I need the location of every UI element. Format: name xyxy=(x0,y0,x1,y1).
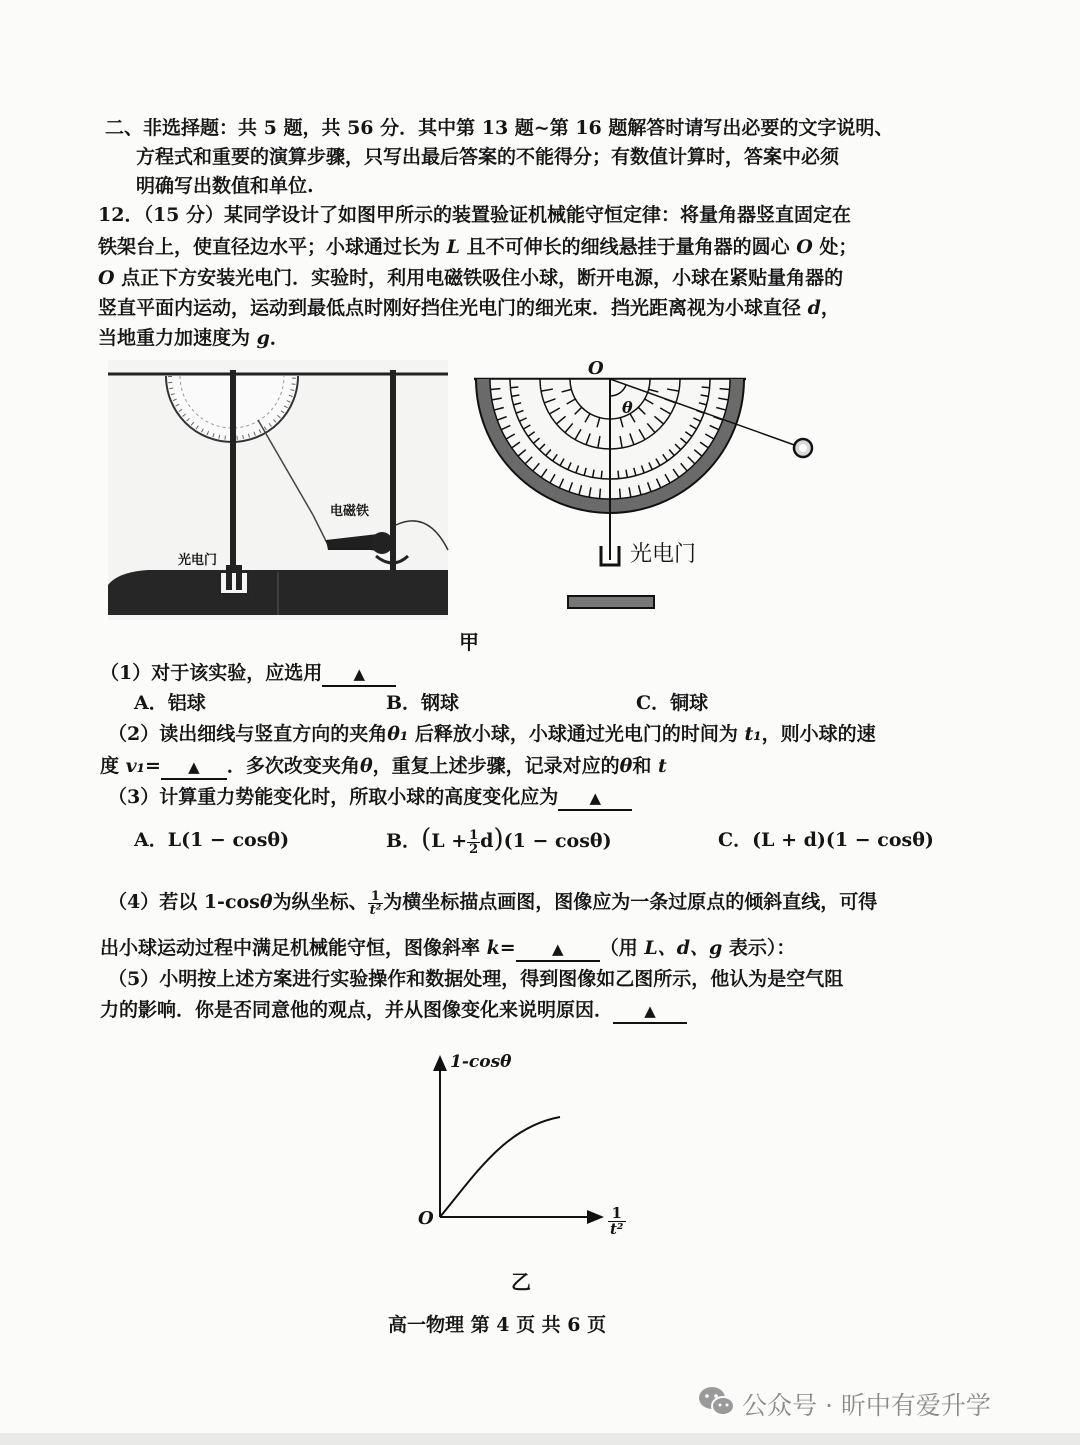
q12-text: 处； xyxy=(812,236,858,258)
label-electromagnet: 电磁铁 xyxy=(330,504,370,519)
sub4-text: （用 xyxy=(599,937,645,959)
sub1-option-a: A．铝球 xyxy=(134,692,206,714)
protractor-tick xyxy=(510,387,518,388)
label-photogate-left: 光电门 xyxy=(178,553,218,568)
graph-x-label xyxy=(608,1206,626,1237)
sub3-option-b-text: d xyxy=(480,830,494,852)
protractor-tick xyxy=(620,489,621,499)
sub4-answer-blank[interactable] xyxy=(516,937,600,962)
graph-y-label: 1-cosθ xyxy=(450,1052,512,1072)
sub4-text: （4）若以 1-cos xyxy=(108,891,260,913)
q12-line-3 xyxy=(98,267,843,290)
graph-origin-label: O xyxy=(418,1208,434,1229)
var-g: g xyxy=(256,327,270,349)
sub3-option-a: A．L(1 − cosθ) xyxy=(134,829,290,851)
y-axis-arrow-icon xyxy=(433,1055,447,1071)
sub1-option-c: C．铜球 xyxy=(636,692,709,714)
fraction-numerator: 1 xyxy=(368,890,384,904)
sub2-text: 和 xyxy=(632,755,658,777)
sub5-text: 力的影响．你是否同意他的观点，并从图像变化来说明原因． xyxy=(100,999,614,1021)
q12-text: ， xyxy=(820,297,840,319)
q12-line-4 xyxy=(98,297,840,320)
sub1-text: （1）对于该实验，应选用 xyxy=(100,662,323,684)
blank-marker-icon: ▲ xyxy=(551,940,564,958)
wechat-watermark-icon xyxy=(697,1385,737,1419)
label-photogate-right: 光电门 xyxy=(630,542,697,567)
sub2-text: ，重复上述步骤，记录对应的 xyxy=(372,755,620,777)
fraction-numerator: 1 xyxy=(469,827,479,843)
var-list: L、d、g xyxy=(644,937,723,959)
var-t1: t₁ xyxy=(744,723,762,745)
figure-caption-yi: 乙 xyxy=(511,1270,531,1294)
fraction-denominator: t² xyxy=(610,1220,624,1238)
sub4-text: 表示）： xyxy=(722,937,796,959)
section-heading-line-3: 明确写出数值和单位. xyxy=(136,175,314,197)
sub5-answer-blank[interactable] xyxy=(613,999,687,1024)
var-theta1: θ₁ xyxy=(387,723,409,745)
sub3-answer-blank[interactable] xyxy=(558,786,632,811)
protractor-tick xyxy=(618,471,619,479)
q12-line-1: 12．（15 分）某同学设计了如图甲所示的装置验证机械能守恒定律：将量角器竖直固定在 xyxy=(98,204,851,226)
var-k: k= xyxy=(486,937,516,959)
blank-marker-icon: ▲ xyxy=(589,789,601,807)
sub2-text: ，则小球的速 xyxy=(761,723,876,745)
sub4-text: 为纵坐标、 xyxy=(272,891,368,913)
label-theta-figure: θ xyxy=(622,398,633,417)
section-heading-line-1: 二、非选择题：共 5 题，共 56 分．其中第 13 题~第 16 题解答时请写出必要的文字说明、 xyxy=(105,117,894,139)
q12-text: 竖直平面内运动，运动到最低点时刚好挡住光电门的细光束．挡光距离视为小球直径 xyxy=(98,297,808,319)
blank-marker-icon: ▲ xyxy=(188,758,200,776)
var-theta: θ xyxy=(259,891,273,913)
var-O: O xyxy=(98,267,115,289)
sub4-line-1 xyxy=(108,884,877,920)
protractor-tick xyxy=(490,389,500,390)
sub2-text: ．多次改变夹角 xyxy=(226,755,360,777)
apparatus-photo xyxy=(108,360,448,620)
sub2-text: （2）读出细线与竖直方向的夹角 xyxy=(108,723,388,745)
sub3-option-b-text: (1 − cosθ) xyxy=(503,830,612,852)
protractor-tick xyxy=(601,471,602,479)
figure-caption-jia: 甲 xyxy=(459,630,479,654)
label-point-O: O xyxy=(588,358,604,379)
sub3-prompt xyxy=(108,786,632,811)
var-d: d xyxy=(807,297,821,319)
page-footer: 高一物理 第 4 页 共 6 页 xyxy=(388,1314,607,1336)
wechat-bubbles-icon xyxy=(695,1049,735,1083)
sub2-line-2 xyxy=(100,755,667,780)
var-t: t xyxy=(657,755,667,777)
sub2-answer-blank[interactable] xyxy=(161,755,227,780)
sub2-line-1 xyxy=(108,723,876,746)
watermark-text: 公众号 · 昕中有爱升学 xyxy=(742,1391,991,1420)
q12-text: 当地重力加速度为 xyxy=(98,327,257,349)
fraction-denominator: 2 xyxy=(469,841,479,857)
fraction-one-over-t-squared xyxy=(368,890,384,917)
blank-marker-icon: ▲ xyxy=(353,665,365,683)
sub1-option-b: B．钢球 xyxy=(386,692,460,714)
sub3-option-b-label: B． xyxy=(386,830,422,852)
var-L: L xyxy=(446,236,460,258)
sub4-line-2 xyxy=(100,937,795,962)
sub5-line-2 xyxy=(100,999,687,1024)
q12-line-5 xyxy=(98,327,289,350)
q12-text: ． xyxy=(269,327,289,349)
section-heading-line-2: 方程式和重要的演算步骤，只写出最后答案的不能得分；有数值计算时，答案中必须 xyxy=(136,146,840,168)
sub4-text: 为横坐标描点画图，图像应为一条过原点的倾斜直线，可得 xyxy=(383,891,878,913)
fraction-numerator: 1 xyxy=(608,1206,626,1222)
q12-text: 且不可伸长的细线悬挂于量角器的圆心 xyxy=(459,236,797,258)
protractor-tick xyxy=(720,389,730,390)
sub1-prompt xyxy=(100,662,396,687)
sub2-text: 度 xyxy=(100,755,126,777)
fraction-denominator: t² xyxy=(369,902,382,918)
q12-text: 点正下方安装光电门．实验时，利用电磁铁吸住小球，断开电源，小球在紧贴量角器的 xyxy=(114,267,844,289)
blank-marker-icon: ▲ xyxy=(644,1002,656,1020)
fraction-one-over-t-squared xyxy=(608,1206,626,1237)
var-v1: v₁= xyxy=(125,755,161,777)
var-theta: θ xyxy=(619,755,633,777)
graph-curve xyxy=(440,1117,560,1217)
q12-text: 铁架台上，使直径边水平；小球通过长为 xyxy=(98,236,447,258)
sub2-text: 后释放小球，小球通过光电门的时间为 xyxy=(408,723,745,745)
sub1-answer-blank[interactable] xyxy=(322,662,396,687)
var-theta: θ xyxy=(359,755,373,777)
q12-line-2 xyxy=(98,236,857,259)
sub5-line-1: （5）小明按上述方案进行实验操作和数据处理，得到图像如乙图所示，他认为是空气阻 xyxy=(108,968,844,990)
var-O: O xyxy=(796,236,813,258)
protractor-tick xyxy=(600,489,601,499)
sub3-option-c: C．(L + d)(1 − cosθ) xyxy=(718,829,934,851)
sub3-option-b: B．(L + $\frac{1}{2}$ d)(1 − cosθ) xyxy=(386,824,612,857)
fraction-half xyxy=(467,829,480,856)
protractor-tick xyxy=(702,387,710,388)
graph-yi xyxy=(420,1055,640,1245)
sub3-text: （3）计算重力势能变化时，所取小球的高度变化应为 xyxy=(108,786,559,808)
sub4-text: 出小球运动过程中满足机械能守恒，图像斜率 xyxy=(100,937,487,959)
sub3-option-b-text: L + xyxy=(431,830,468,852)
x-axis-arrow-icon xyxy=(587,1210,604,1224)
bottom-edge xyxy=(0,1433,1080,1445)
